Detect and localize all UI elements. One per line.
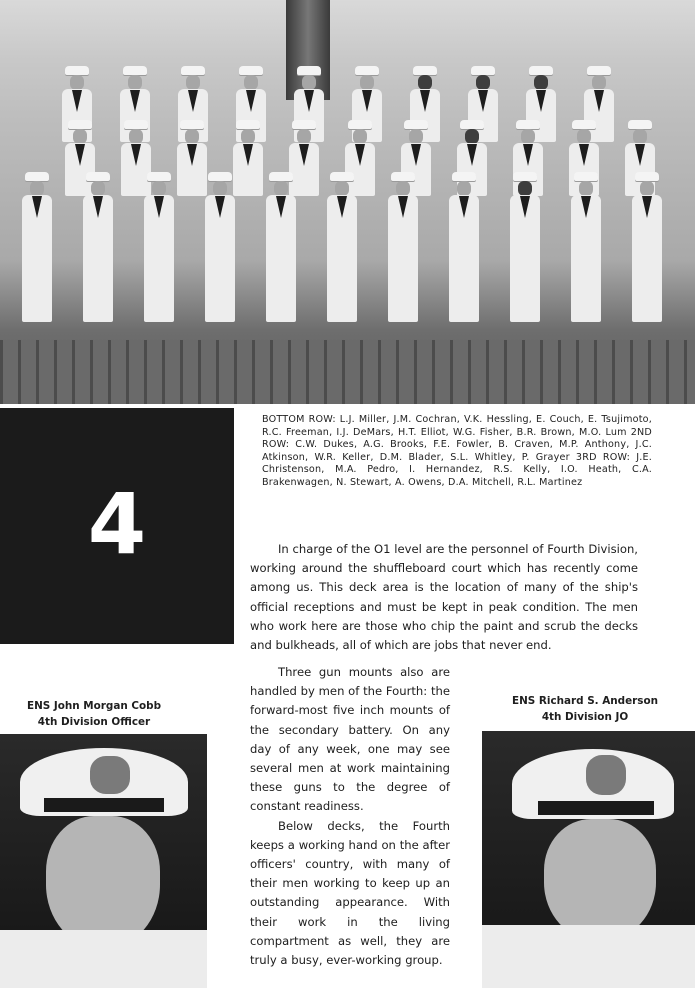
sailor-figure [327,172,357,322]
cap-band [538,801,654,815]
right-officer-caption [500,693,670,725]
intro-paragraph [250,540,638,655]
sailor-figure [571,172,601,322]
right-officer-portrait [482,731,695,988]
cap-insignia-icon [586,755,626,795]
sailor-figure [205,172,235,322]
officer-uniform [482,925,695,988]
sailor-figure [632,172,662,322]
sailor-figure [177,120,207,196]
deck-planks [0,340,695,404]
sailor-figure [510,172,540,322]
officer-uniform [0,930,207,988]
cap-band [44,798,164,812]
intro-text: In charge of the O1 level are the personnel of Fourth Division, working around the shuffleboard court which has recently come among us. This deck area is the location of many of the ship's official receptions and must be kept in peak condition. The men who work here are those who chip the paint and scrub the decks and bulkheads, all of which are jobs that never end. [250,542,638,653]
left-officer-title: 4th Division Officer [37,716,151,728]
roster-caption: BOTTOM ROW: L.J. Miller, J.M. Cochran, V.K. Hessling, E. Couch, E. Tsujimoto, R.C. Freeman, I.J. DeMars, H.T. Elliot, W.G. Fisher, B.R. Brown, M.O. Lum 2ND ROW: C.W. Dukes, A.G. Brooks, F.E. Fowler, B. Craven, M.P. Anthony, J.C. Atkinson, W.R. Keller, D.M. Blader, S.L. Whitley, P. Grayer 3RD ROW: J.E. Christenson, M.A. Pedro, I. Hernandez, R.S. Kelly, I.O. Heath, C.A. Brakenwagen, N. Stewart, A. Owens, D.A. Mitchell, R.L. Martinez [262,414,652,488]
sailor-figure [266,172,296,322]
left-officer-caption [14,698,174,730]
division-number: 4 [87,475,147,573]
officer-face [544,819,656,941]
gun-mounts-paragraph: Three gun mounts also are handled by men of the Fourth: the forward-most five inch mounts of the secondary battery. On any day of any week, one may see several men at work maintaining these guns to the degree of constant readiness. [250,665,450,814]
division-number-block [0,408,234,644]
sailor-figure [83,172,113,322]
right-officer-title: 4th Division JO [541,711,629,723]
group-photo [0,0,695,404]
sailor-figure [144,172,174,322]
officer-face [46,816,160,948]
sailor-figure [22,172,52,322]
left-officer-portrait [0,734,207,988]
sailor-figure [388,172,418,322]
cap-insignia-icon [90,756,130,794]
sailor-figure [449,172,479,322]
below-decks-paragraph: Below decks, the Fourth keeps a working hand on the after officers' country, with many of their men working to keep up an outstanding appearance. With their work in the living compartment as well, they are truly a busy, ever-working group. [250,818,450,968]
narrow-column [250,663,450,970]
left-officer-name: ENS John Morgan Cobb [26,700,162,712]
right-officer-name: ENS Richard S. Anderson [511,695,659,707]
sailor-figure [233,120,263,196]
